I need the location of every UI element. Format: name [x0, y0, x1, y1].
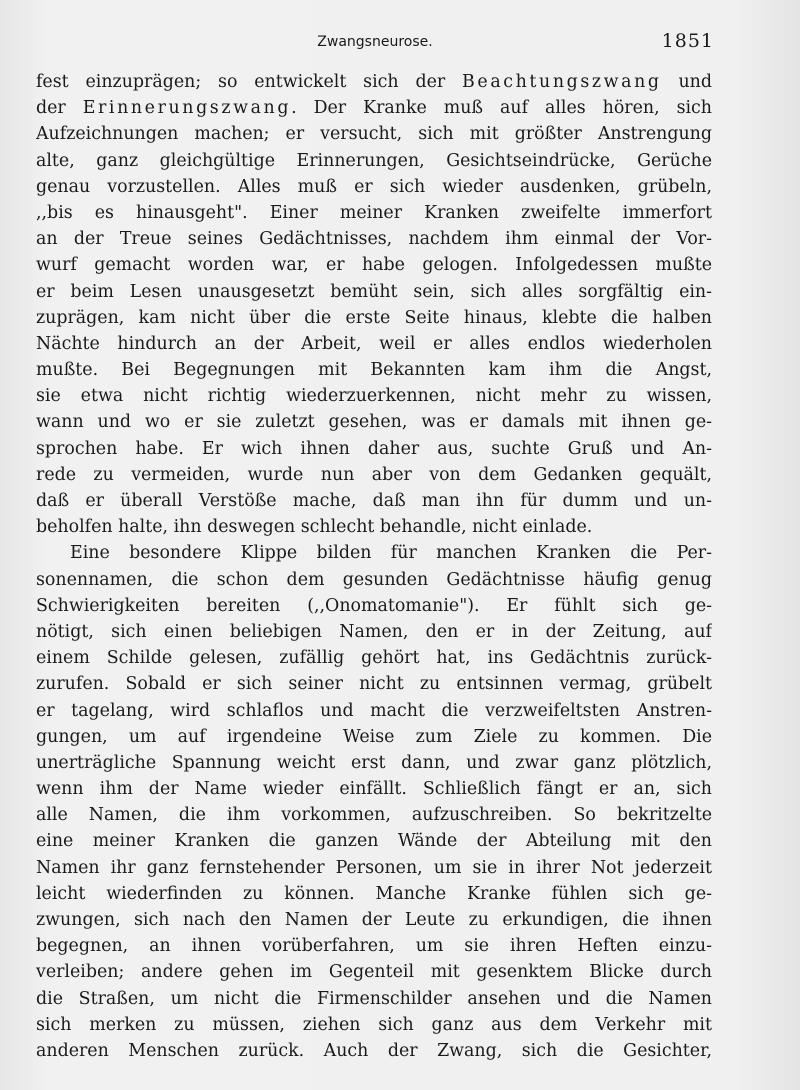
text-line	[36, 671, 712, 697]
text-segment: beholfen halte, ihn deswegen schlecht behandle, nicht einlade.	[36, 517, 593, 538]
text-segment: ,,bis es hinausgeht". Einer meiner Kranken zweifelte immerfort	[36, 202, 712, 223]
text-line	[36, 881, 712, 907]
text-segment: wurf gemacht worden war, er habe gelogen. Infolgedessen mußte	[36, 255, 712, 276]
text-line	[36, 724, 712, 750]
text-segment: wenn ihm der Name wieder einfällt. Schließlich fängt er an, sich	[36, 779, 712, 800]
text-line	[36, 279, 712, 305]
text-line	[36, 69, 712, 95]
text-line	[36, 1038, 712, 1064]
text-line	[36, 462, 712, 488]
text-segment: sie etwa nicht richtig wiederzuerkennen, nicht mehr zu wissen,	[36, 386, 712, 407]
spaced-term: Erinnerungszwang	[82, 98, 292, 119]
text-line	[36, 121, 712, 147]
text-line	[36, 907, 712, 933]
text-segment: Eine besondere Klippe bilden für manchen Kranken die Per-	[70, 543, 712, 564]
text-line	[36, 959, 712, 985]
text-segment: zuprägen, kam nicht über die erste Seite hinaus, klebte die halben	[36, 307, 712, 328]
text-segment: an der Treue seines Gedächtnisses, nachdem ihm einmal der Vor-	[36, 229, 712, 250]
text-line	[36, 436, 712, 462]
text-segment: sprochen habe. Er wich ihnen daher aus, suchte Gruß und An-	[36, 438, 712, 459]
text-segment: anderen Menschen zurück. Auch der Zwang, sich die Gesichter,	[36, 1040, 712, 1061]
text-line	[36, 488, 712, 514]
text-line	[36, 95, 712, 121]
text-segment: eine meiner Kranken die ganzen Wände der Abteilung mit den	[36, 831, 712, 852]
text-line	[36, 776, 712, 802]
running-title: Zwangsneurose.	[317, 34, 433, 50]
text-segment: zurufen. Sobald er sich seiner nicht zu entsinnen vermag, grübelt	[36, 674, 712, 695]
text-line	[36, 148, 712, 174]
text-line	[36, 540, 712, 566]
text-segment: Aufzeichnungen machen; er versucht, sich mit größter Anstrengung	[36, 124, 712, 145]
text-segment: einem Schilde gelesen, zufällig gehört hat, ins Gedächtnis zurück-	[36, 648, 712, 669]
text-segment: rede zu vermeiden, wurde nun aber von dem Gedanken gequält,	[36, 464, 712, 485]
text-segment: Namen ihr ganz fernstehender Personen, um sie in ihrer Not jederzeit	[36, 857, 712, 878]
text-segment: er tagelang, wird schlaflos und macht die verzweifeltsten Anstren-	[36, 700, 712, 721]
text-line	[36, 750, 712, 776]
text-line	[36, 619, 712, 645]
text-segment: Schwierigkeiten bereiten (,,Onomatomanie"). Er fühlt sich ge-	[36, 595, 712, 616]
text-line	[36, 226, 712, 252]
text-line	[36, 357, 712, 383]
text-segment: fest einzuprägen; so entwickelt sich der	[36, 72, 463, 92]
text-line	[36, 802, 712, 828]
text-line	[36, 200, 712, 226]
text-segment: sich merken zu müssen, ziehen sich ganz aus dem Verkehr mit	[36, 1014, 712, 1035]
text-line	[36, 828, 712, 854]
page-number: 1851	[661, 30, 714, 52]
text-line	[36, 933, 712, 959]
text-segment: unerträgliche Spannung weicht erst dann, und zwar ganz plötzlich,	[36, 752, 712, 773]
text-segment: . Der Kranke muß auf alles hören, sich	[291, 98, 712, 119]
text-line	[36, 305, 712, 331]
text-line	[36, 698, 712, 724]
text-segment: begegnen, an ihnen vorüberfahren, um sie ihren Heften einzu-	[36, 936, 712, 957]
text-line	[36, 174, 712, 200]
text-line	[36, 855, 712, 881]
text-line	[36, 409, 712, 435]
text-line	[36, 252, 712, 278]
text-segment: mußte. Bei Begegnungen mit Bekannten kam ihm die Angst,	[36, 360, 712, 381]
text-segment: nötigt, sich einen beliebigen Namen, den er in der Zeitung, auf	[36, 621, 712, 642]
text-segment: gungen, um auf irgendeine Weise zum Ziele zu kommen. Die	[36, 726, 712, 747]
text-body	[36, 69, 712, 1064]
text-segment: daß er überall Verstöße mache, daß man ihn für dumm und un-	[36, 491, 712, 511]
running-head	[36, 30, 714, 54]
text-segment: wann und wo er sie zuletzt gesehen, was er damals mit ihnen ge-	[36, 412, 712, 433]
text-segment: die Straßen, um nicht die Firmenschilder ansehen und die Namen	[36, 988, 712, 1009]
text-line	[36, 331, 712, 357]
text-segment: leicht wiederfinden zu können. Manche Kranke fühlen sich ge-	[36, 883, 712, 904]
text-line	[36, 593, 712, 619]
text-segment: er beim Lesen unausgesetzt bemüht sein, sich alles sorgfältig ein-	[36, 281, 712, 302]
text-segment: zwungen, sich nach den Namen der Leute zu erkundigen, die ihnen	[36, 910, 712, 930]
text-line	[36, 567, 712, 593]
text-segment: verleiben; andere gehen im Gegenteil mit gesenktem Blicke durch	[36, 962, 712, 983]
text-segment: sonennamen, die schon dem gesunden Gedächtnisse häufig genug	[36, 569, 712, 590]
spaced-term: Beachtungszwang	[462, 72, 662, 92]
text-segment: genau vorzustellen. Alles muß er sich wieder ausdenken, grübeln,	[36, 176, 712, 197]
text-segment: Nächte hindurch an der Arbeit, weil er alles endlos wiederholen	[36, 333, 712, 354]
text-line	[36, 1012, 712, 1038]
text-line	[36, 986, 712, 1012]
text-segment: alte, ganz gleichgültige Erinnerungen, Gesichtseindrücke, Gerüche	[36, 150, 712, 171]
text-line	[36, 514, 712, 540]
text-segment: der	[36, 98, 83, 119]
text-segment: alle Namen, die ihm vorkommen, aufzuschreiben. So bekritzelte	[36, 805, 712, 826]
text-line	[36, 645, 712, 671]
text-line	[36, 383, 712, 409]
text-segment: und	[661, 72, 712, 92]
